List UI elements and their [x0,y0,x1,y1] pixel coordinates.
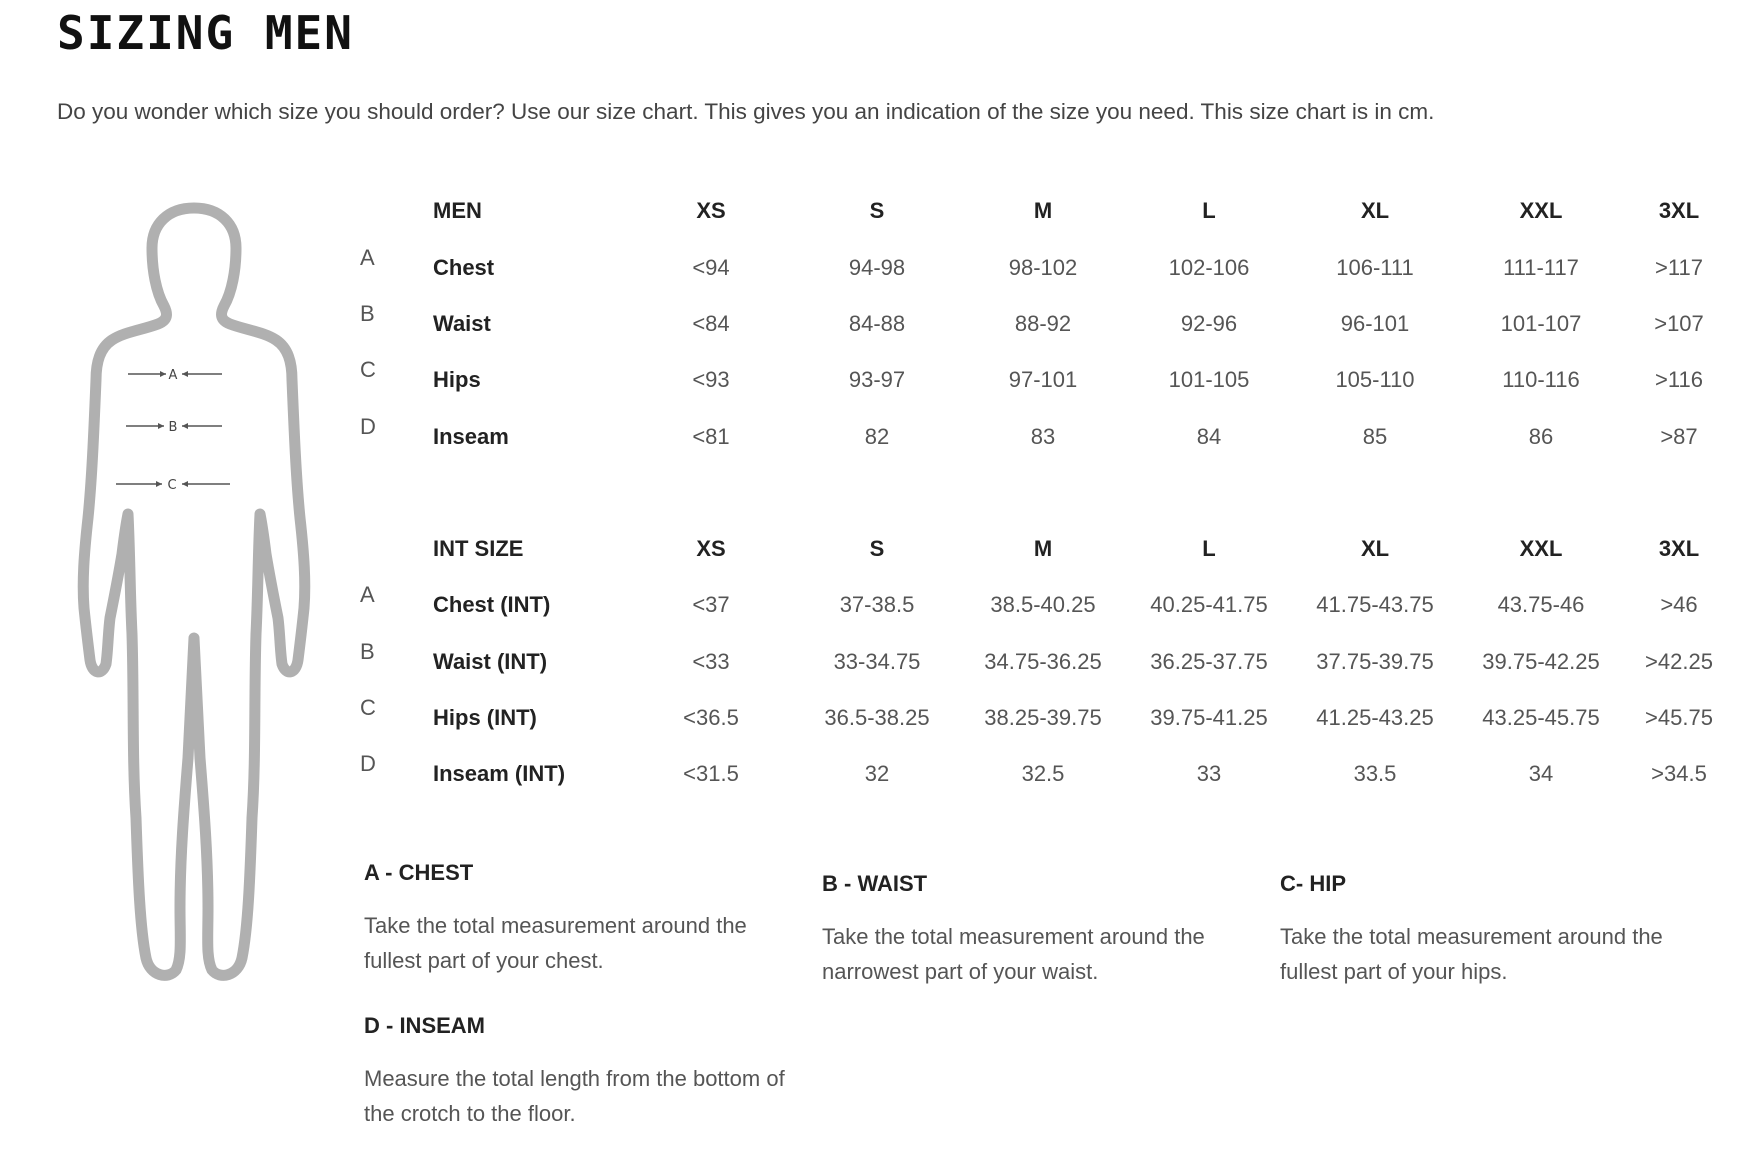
table-cell: 33.5 [1353,761,1397,786]
table-cell: 41.25-43.25 [1316,705,1434,730]
size-header-xl: XL [1360,198,1390,223]
size-header-3xl: 3XL [1658,536,1700,561]
table-cell: 39.75-41.25 [1150,705,1268,730]
table-cell: 37.75-39.75 [1316,649,1434,674]
row-letter: A [360,245,375,270]
table-cell: 110-116 [1502,367,1580,392]
men-header-label: MEN [433,198,482,223]
inseam-description-text: Measure the total length from the bottom of the crotch to the floor. [364,1066,785,1126]
table-cell: 37-38.5 [839,592,915,617]
table-row [360,695,1721,745]
int-table-header [360,536,1721,576]
table-cell: 41.75-43.75 [1316,592,1434,617]
hip-description-text: Take the total measurement around the fullest part of your hips. [1280,924,1663,984]
chest-description-text: Take the total measurement around the fullest part of your chest. [364,913,747,973]
table-cell: 105-110 [1335,367,1415,392]
table-cell: 84-88 [848,311,906,336]
body-outline-icon [83,208,305,975]
row-letter: A [360,582,375,607]
size-header-l: L [1202,198,1216,223]
hip-description-title: C- HIP [1280,871,1346,896]
size-header-m: M [1033,536,1053,561]
table-cell: 86 [1528,424,1554,449]
table-cell: <33 [692,649,730,674]
table-cell: 33-34.75 [833,649,921,674]
table-cell: 92-96 [1180,311,1238,336]
marker-b: B [168,420,178,435]
table-cell: 88-92 [1014,311,1072,336]
chest-description [364,860,794,978]
size-header-m: M [1033,198,1053,223]
intro-text: Do you wonder which size you should order? Use our size chart. This gives you an indication of the size you need. This size chart is in cm. [57,99,1435,124]
table-cell: 84 [1196,424,1222,449]
size-header-xxl: XXL [1519,536,1563,561]
waist-description-title: B - WAIST [822,871,928,896]
table-cell: 34 [1528,761,1554,786]
table-cell: >87 [1660,424,1698,449]
row-label: Chest (INT) [433,592,551,617]
row-label: Waist [433,311,491,336]
inseam-description-title: D - INSEAM [364,1013,485,1038]
table-cell: 43.75-46 [1497,592,1585,617]
table-cell: <31.5 [683,761,739,786]
table-row [360,582,1721,632]
table-cell: >117 [1655,255,1703,280]
table-cell: 111-117 [1503,255,1579,280]
table-cell: >107 [1654,311,1704,336]
table-row [360,639,1721,689]
table-row [360,245,1721,295]
table-cell: <81 [692,424,730,449]
chest-description-title: A - CHEST [364,860,474,885]
table-cell: 34.75-36.25 [984,649,1102,674]
table-cell: >42.25 [1645,649,1713,674]
table-cell: 97-101 [1008,367,1078,392]
table-cell: 98-102 [1008,255,1078,280]
size-header-3xl: 3XL [1658,198,1700,223]
table-cell: 106-111 [1336,255,1414,280]
waist-description-text: Take the total measurement around the narrowest part of your waist. [822,924,1205,984]
men-table-header [360,198,1721,238]
table-cell: 36.5-38.25 [824,705,930,730]
table-cell: 102-106 [1168,255,1250,280]
table-cell: 101-105 [1168,367,1250,392]
row-label: Inseam (INT) [433,761,566,786]
table-row [360,357,1721,407]
table-cell: >45.75 [1645,705,1713,730]
inseam-description [364,1013,794,1131]
table-row [360,751,1721,801]
row-label: Inseam [433,424,509,449]
table-cell: >46 [1660,592,1698,617]
table-cell: 96-101 [1340,311,1410,336]
table-row [360,414,1721,464]
waist-description [822,871,1252,989]
table-cell: 93-97 [848,367,906,392]
body-measurement-figure [72,198,312,986]
size-header-s: S [869,198,885,223]
row-letter: D [360,414,376,439]
table-cell: <36.5 [683,705,739,730]
row-label: Waist (INT) [433,649,548,674]
row-letter: D [360,751,376,776]
table-cell: 32 [864,761,890,786]
size-header-xs: XS [696,536,726,561]
size-header-s: S [869,536,885,561]
table-cell: 36.25-37.75 [1150,649,1268,674]
marker-a: A [168,368,178,383]
marker-c: C [167,478,177,493]
size-header-xxl: XXL [1519,198,1563,223]
row-letter: C [360,695,376,720]
row-label: Chest [433,255,495,280]
row-letter: C [360,357,376,382]
size-header-xl: XL [1360,536,1390,561]
table-cell: 38.5-40.25 [990,592,1096,617]
size-header-l: L [1202,536,1216,561]
table-cell: 85 [1362,424,1388,449]
table-cell: <93 [692,367,730,392]
table-row [360,301,1721,351]
size-header-xs: XS [696,198,726,223]
table-cell: 83 [1030,424,1056,449]
table-cell: >116 [1655,367,1703,392]
table-cell: 38.25-39.75 [984,705,1102,730]
row-label: Hips (INT) [433,705,537,730]
table-cell: >34.5 [1651,761,1707,786]
table-cell: 40.25-41.75 [1150,592,1268,617]
table-cell: <84 [692,311,730,336]
table-cell: <94 [692,255,730,280]
table-cell: 33 [1196,761,1222,786]
table-cell: 101-107 [1500,311,1582,336]
table-cell: 43.25-45.75 [1482,705,1600,730]
table-cell: <37 [692,592,730,617]
table-cell: 82 [864,424,890,449]
table-cell: 39.75-42.25 [1482,649,1600,674]
page-title: SIZING MEN [57,6,354,60]
table-cell: 32.5 [1021,761,1065,786]
row-label: Hips [433,367,481,392]
int-header-label: INT SIZE [433,536,524,561]
table-cell: 94-98 [848,255,906,280]
hip-description [1280,871,1710,989]
row-letter: B [360,301,375,326]
row-letter: B [360,639,375,664]
